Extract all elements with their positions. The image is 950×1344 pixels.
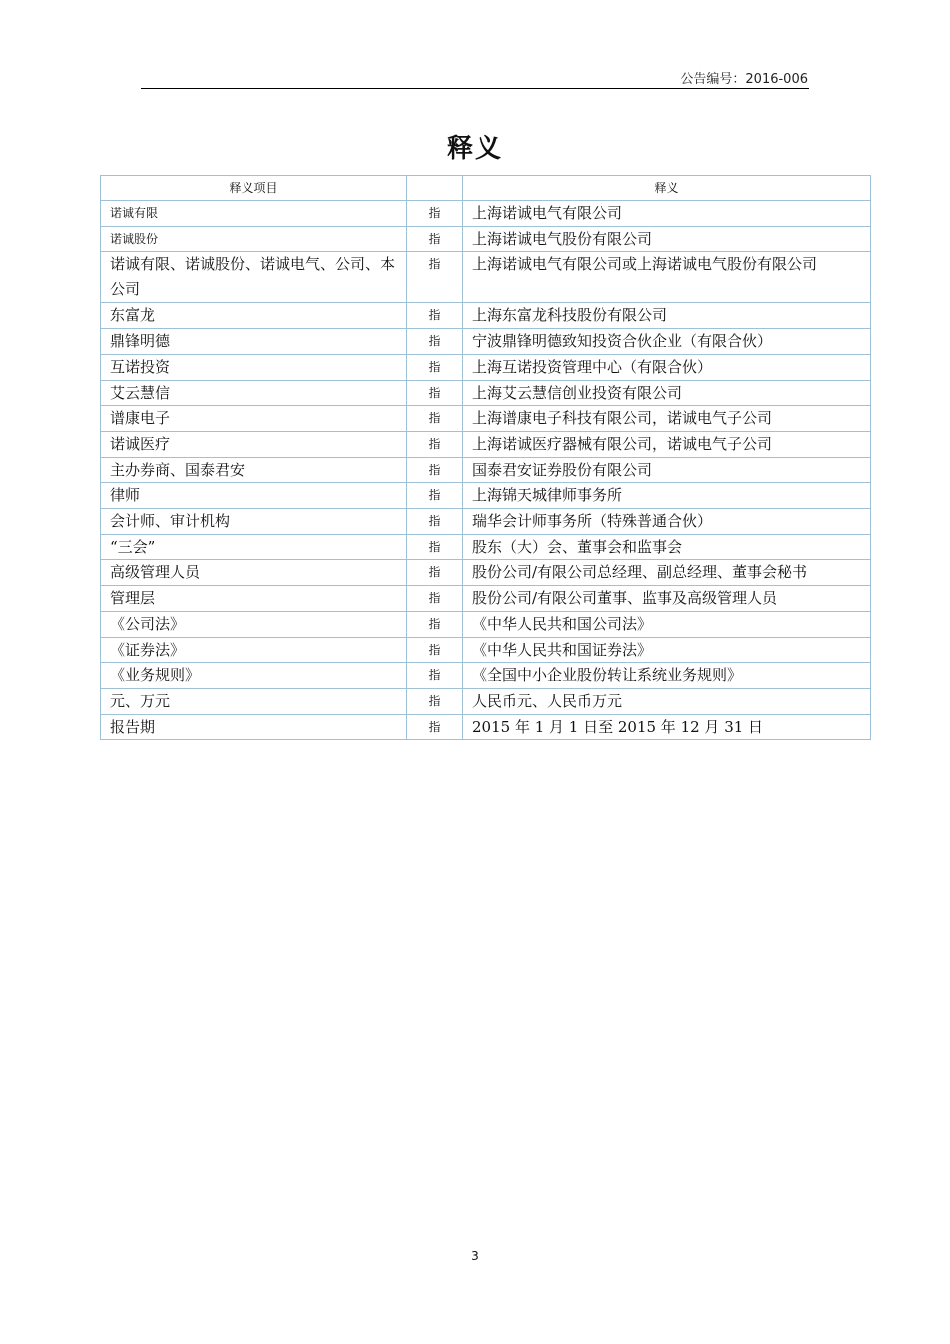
refers-cell: 指	[407, 354, 463, 380]
definition-cell: 2015 年 1 月 1 日至 2015 年 12 月 31 日	[463, 714, 871, 740]
refers-cell: 指	[407, 406, 463, 432]
page-title: 释义	[446, 134, 503, 164]
term-cell: 会计师、审计机构	[101, 509, 407, 535]
term-cell: 诺诚医疗	[101, 431, 407, 457]
refers-cell: 指	[407, 380, 463, 406]
definition-cell: 《全国中小企业股份转让系统业务规则》	[463, 663, 871, 689]
definition-cell: 股份公司/有限公司董事、监事及高级管理人员	[463, 586, 871, 612]
definition-cell: 上海谱康电子科技有限公司，诺诚电气子公司	[463, 406, 871, 432]
definition-cell: 《中华人民共和国公司法》	[463, 611, 871, 637]
term-cell: 诺诚有限、诺诚股份、诺诚电气、公司、本公司	[101, 252, 407, 303]
header-rule	[141, 88, 809, 89]
table-row	[101, 457, 871, 483]
table-row	[101, 483, 871, 509]
definition-cell: 上海诺诚医疗器械有限公司，诺诚电气子公司	[463, 431, 871, 457]
refers-cell: 指	[407, 431, 463, 457]
term-cell: 律师	[101, 483, 407, 509]
definition-cell: 上海艾云慧信创业投资有限公司	[463, 380, 871, 406]
header-term: 释义项目	[101, 176, 407, 201]
term-cell: 谱康电子	[101, 406, 407, 432]
term-cell: 《公司法》	[101, 611, 407, 637]
term-cell: 东富龙	[101, 303, 407, 329]
term-cell: 高级管理人员	[101, 560, 407, 586]
refers-cell: 指	[407, 201, 463, 227]
definition-cell: 宁波鼎锋明德致知投资合伙企业（有限合伙）	[463, 329, 871, 355]
definition-cell: 国泰君安证券股份有限公司	[463, 457, 871, 483]
refers-cell: 指	[407, 534, 463, 560]
definition-cell: 上海诺诚电气有限公司或上海诺诚电气股份有限公司	[463, 252, 871, 303]
refers-cell: 指	[407, 509, 463, 535]
definition-cell: 上海诺诚电气股份有限公司	[463, 226, 871, 252]
term-cell: “三会”	[101, 534, 407, 560]
table-row	[101, 534, 871, 560]
term-cell: 管理层	[101, 586, 407, 612]
definition-cell: 《中华人民共和国证券法》	[463, 637, 871, 663]
definition-cell: 股东（大）会、董事会和监事会	[463, 534, 871, 560]
term-cell: 主办券商、国泰君安	[101, 457, 407, 483]
refers-cell: 指	[407, 611, 463, 637]
table-row	[101, 406, 871, 432]
definition-cell: 股份公司/有限公司总经理、副总经理、董事会秘书	[463, 560, 871, 586]
table-row	[101, 354, 871, 380]
term-cell: 诺诚股份	[101, 226, 407, 252]
table-row	[101, 303, 871, 329]
header-definition: 释义	[463, 176, 871, 201]
table-row	[101, 509, 871, 535]
table-row	[101, 560, 871, 586]
definition-cell: 人民币元、人民币万元	[463, 688, 871, 714]
refers-cell: 指	[407, 663, 463, 689]
refers-cell: 指	[407, 457, 463, 483]
definition-cell: 上海诺诚电气有限公司	[463, 201, 871, 227]
definition-cell: 瑞华会计师事务所（特殊普通合伙）	[463, 509, 871, 535]
table-row	[101, 431, 871, 457]
term-cell: 艾云慧信	[101, 380, 407, 406]
term-cell: 诺诚有限	[101, 201, 407, 227]
table-row	[101, 688, 871, 714]
term-cell: 鼎锋明德	[101, 329, 407, 355]
table-row	[101, 329, 871, 355]
table-header-row	[101, 176, 871, 201]
table-row	[101, 663, 871, 689]
table-row	[101, 226, 871, 252]
table-row	[101, 714, 871, 740]
refers-cell: 指	[407, 688, 463, 714]
refers-cell: 指	[407, 226, 463, 252]
refers-cell: 指	[407, 637, 463, 663]
refers-cell: 指	[407, 329, 463, 355]
refers-cell: 指	[407, 252, 463, 303]
table-row	[101, 201, 871, 227]
notice-number: 公告编号：2016-006	[680, 72, 808, 87]
page-number: 3	[471, 1249, 479, 1263]
table-row	[101, 637, 871, 663]
table-row	[101, 611, 871, 637]
term-cell: 元、万元	[101, 688, 407, 714]
table-row	[101, 252, 871, 303]
term-cell: 《业务规则》	[101, 663, 407, 689]
refers-cell: 指	[407, 303, 463, 329]
definition-cell: 上海互诺投资管理中心（有限合伙）	[463, 354, 871, 380]
table-row	[101, 380, 871, 406]
header-mid	[407, 176, 463, 201]
term-cell: 互诺投资	[101, 354, 407, 380]
definitions-table	[100, 175, 871, 740]
term-cell: 《证券法》	[101, 637, 407, 663]
definition-cell: 上海东富龙科技股份有限公司	[463, 303, 871, 329]
definition-cell: 上海锦天城律师事务所	[463, 483, 871, 509]
refers-cell: 指	[407, 560, 463, 586]
table-row	[101, 586, 871, 612]
term-cell: 报告期	[101, 714, 407, 740]
refers-cell: 指	[407, 586, 463, 612]
refers-cell: 指	[407, 714, 463, 740]
refers-cell: 指	[407, 483, 463, 509]
